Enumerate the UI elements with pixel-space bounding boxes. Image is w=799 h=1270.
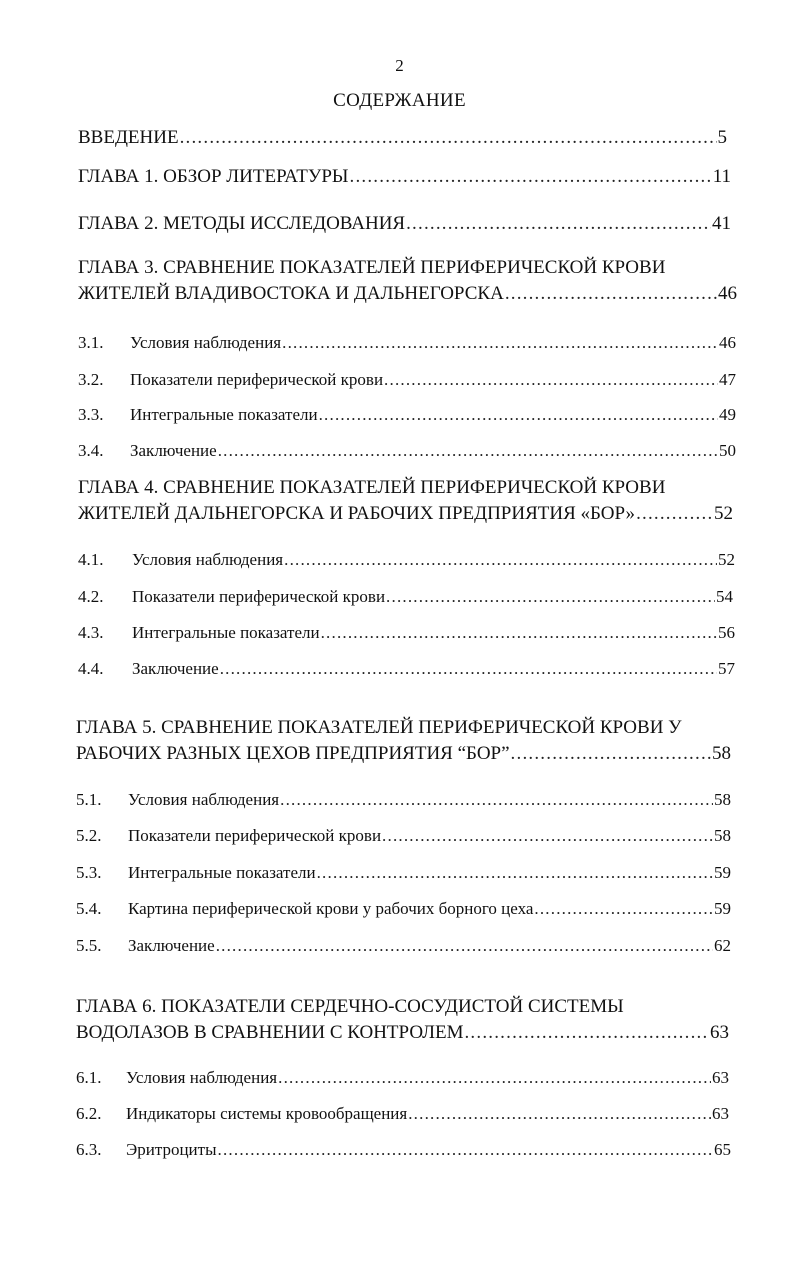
section-number: 4.4. (78, 659, 104, 678)
page-number: 2 (395, 56, 404, 75)
leader-dots (220, 659, 717, 679)
section-number: 5.4. (76, 899, 102, 918)
leader-dots (384, 370, 718, 390)
leader-dots (317, 863, 713, 883)
section-number: 3.3. (78, 405, 104, 424)
toc-entry-section-3-4[interactable] (78, 441, 736, 461)
toc-entry-chapter-2[interactable] (78, 213, 731, 235)
toc-entry-section-4-3[interactable] (78, 623, 735, 643)
entry-page: 57 (718, 659, 735, 678)
chapter-title-line1: ГЛАВА 4. СРАВНЕНИЕ ПОКАЗАТЕЛЕЙ ПЕРИФЕРИЧЕСКОЙ КРОВИ (78, 477, 666, 498)
entry-page: 58 (714, 790, 731, 809)
entry-text: Заключение (132, 659, 219, 678)
section-number: 6.2. (76, 1104, 102, 1123)
entry-page: 11 (712, 166, 731, 187)
leader-dots (218, 441, 718, 461)
section-number: 5.3. (76, 863, 102, 882)
leader-dots (284, 550, 717, 570)
toc-entry-section-3-1[interactable] (78, 333, 736, 353)
toc-entry-chapter-6[interactable] (76, 1022, 729, 1044)
section-number: 3.2. (78, 370, 104, 389)
toc-entry-section-6-3[interactable] (76, 1140, 731, 1160)
toc-entry-section-3-2[interactable] (78, 370, 736, 390)
toc-entry-chapter-5[interactable] (76, 743, 731, 765)
leader-dots (321, 623, 717, 643)
entry-text: ГЛАВА 1. ОБЗОР ЛИТЕРАТУРЫ (78, 166, 349, 187)
entry-text: Интегральные показатели (128, 863, 316, 882)
toc-entry-chapter-1[interactable] (78, 166, 731, 188)
entry-text: РАБОЧИХ РАЗНЫХ ЦЕХОВ ПРЕДПРИЯТИЯ “БОР” (76, 743, 510, 764)
entry-page: 63 (710, 1022, 729, 1043)
leader-dots (180, 127, 717, 149)
section-number: 3.1. (78, 333, 104, 352)
entry-page: 59 (714, 863, 731, 882)
entry-page: 46 (718, 283, 737, 304)
toc-title: СОДЕРЖАНИЕ (333, 90, 466, 111)
leader-dots (386, 587, 715, 607)
toc-entry-section-5-2[interactable] (76, 826, 731, 846)
leader-dots (282, 333, 718, 353)
toc-entry-section-5-4[interactable] (76, 899, 731, 919)
toc-entry-section-5-5[interactable] (76, 936, 731, 956)
toc-entry-section-3-3[interactable] (78, 405, 736, 425)
toc-entry-section-4-2[interactable] (78, 587, 733, 607)
section-number: 3.4. (78, 441, 104, 460)
toc-entry-section-4-1[interactable] (78, 550, 735, 570)
entry-text: Показатели периферической крови (132, 587, 386, 606)
entry-page: 46 (719, 333, 736, 352)
toc-entry-chapter-3[interactable] (78, 283, 737, 305)
toc-entry-section-5-1[interactable] (76, 790, 731, 810)
entry-text: Заключение (128, 936, 215, 955)
chapter-title-line1: ГЛАВА 6. ПОКАЗАТЕЛИ СЕРДЕЧНО-СОСУДИСТОЙ СИСТЕМЫ (76, 996, 624, 1017)
leader-dots (406, 213, 711, 235)
entry-text: ВОДОЛАЗОВ В СРАВНЕНИИ С КОНТРОЛЕМ (76, 1022, 464, 1043)
leader-dots (408, 1104, 711, 1124)
entry-page: 63 (712, 1104, 729, 1123)
entry-page: 65 (714, 1140, 731, 1159)
entry-text: Эритроциты (126, 1140, 217, 1159)
section-number: 5.2. (76, 826, 102, 845)
entry-page: 63 (712, 1068, 729, 1087)
entry-text: Картина периферической крови у рабочих борного цеха (128, 899, 534, 918)
entry-page: 56 (718, 623, 735, 642)
entry-page: 52 (714, 503, 733, 524)
entry-page: 62 (714, 936, 731, 955)
section-number: 5.1. (76, 790, 102, 809)
entry-text: ЖИТЕЛЕЙ ДАЛЬНЕГОРСКА И РАБОЧИХ ПРЕДПРИЯТИЯ «БОР» (78, 503, 636, 524)
entry-page: 47 (719, 370, 736, 389)
entry-text: ЖИТЕЛЕЙ ВЛАДИВОСТОКА И ДАЛЬНЕГОРСКА (78, 283, 504, 304)
entry-text: ГЛАВА 2. МЕТОДЫ ИССЛЕДОВАНИЯ (78, 213, 406, 234)
leader-dots (218, 1140, 713, 1160)
leader-dots (534, 899, 713, 919)
toc-entry-section-6-1[interactable] (76, 1068, 729, 1088)
entry-page: 58 (712, 743, 731, 764)
entry-text: Условия наблюдения (126, 1068, 278, 1087)
toc-entry-intro[interactable] (78, 127, 727, 149)
entry-text: Показатели периферической крови (130, 370, 384, 389)
entry-text: Показатели периферической крови (128, 826, 382, 845)
section-number: 4.3. (78, 623, 104, 642)
entry-page: 49 (719, 405, 736, 424)
entry-text: ВВЕДЕНИЕ (78, 127, 179, 148)
leader-dots (280, 790, 713, 810)
section-number: 4.1. (78, 550, 104, 569)
entry-text: Интегральные показатели (130, 405, 318, 424)
entry-page: 58 (714, 826, 731, 845)
entry-page: 50 (719, 441, 736, 460)
leader-dots (350, 166, 712, 188)
section-number: 6.3. (76, 1140, 102, 1159)
entry-text: Интегральные показатели (132, 623, 320, 642)
toc-entry-chapter-4[interactable] (78, 503, 733, 525)
leader-dots (505, 283, 717, 305)
entry-text: Условия наблюдения (128, 790, 280, 809)
section-number: 4.2. (78, 587, 104, 606)
leader-dots (636, 503, 713, 525)
entry-page: 59 (714, 899, 731, 918)
toc-entry-section-4-4[interactable] (78, 659, 735, 679)
entry-text: Условия наблюдения (132, 550, 284, 569)
section-number: 6.1. (76, 1068, 102, 1087)
leader-dots (382, 826, 713, 846)
leader-dots (319, 405, 718, 425)
chapter-title-line1: ГЛАВА 5. СРАВНЕНИЕ ПОКАЗАТЕЛЕЙ ПЕРИФЕРИЧЕСКОЙ КРОВИ У (76, 717, 682, 738)
entry-text: Индикаторы системы кровообращения (126, 1104, 408, 1123)
entry-page: 52 (718, 550, 735, 569)
entry-page: 54 (716, 587, 733, 606)
leader-dots (216, 936, 713, 956)
leader-dots (511, 743, 711, 765)
leader-dots (464, 1022, 709, 1044)
entry-page: 5 (717, 127, 727, 148)
entry-text: Условия наблюдения (130, 333, 282, 352)
section-number: 5.5. (76, 936, 102, 955)
toc-entry-section-5-3[interactable] (76, 863, 731, 883)
entry-page: 41 (712, 213, 731, 234)
leader-dots (278, 1068, 711, 1088)
chapter-title-line1: ГЛАВА 3. СРАВНЕНИЕ ПОКАЗАТЕЛЕЙ ПЕРИФЕРИЧЕСКОЙ КРОВИ (78, 257, 666, 278)
entry-text: Заключение (130, 441, 217, 460)
toc-entry-section-6-2[interactable] (76, 1104, 729, 1124)
